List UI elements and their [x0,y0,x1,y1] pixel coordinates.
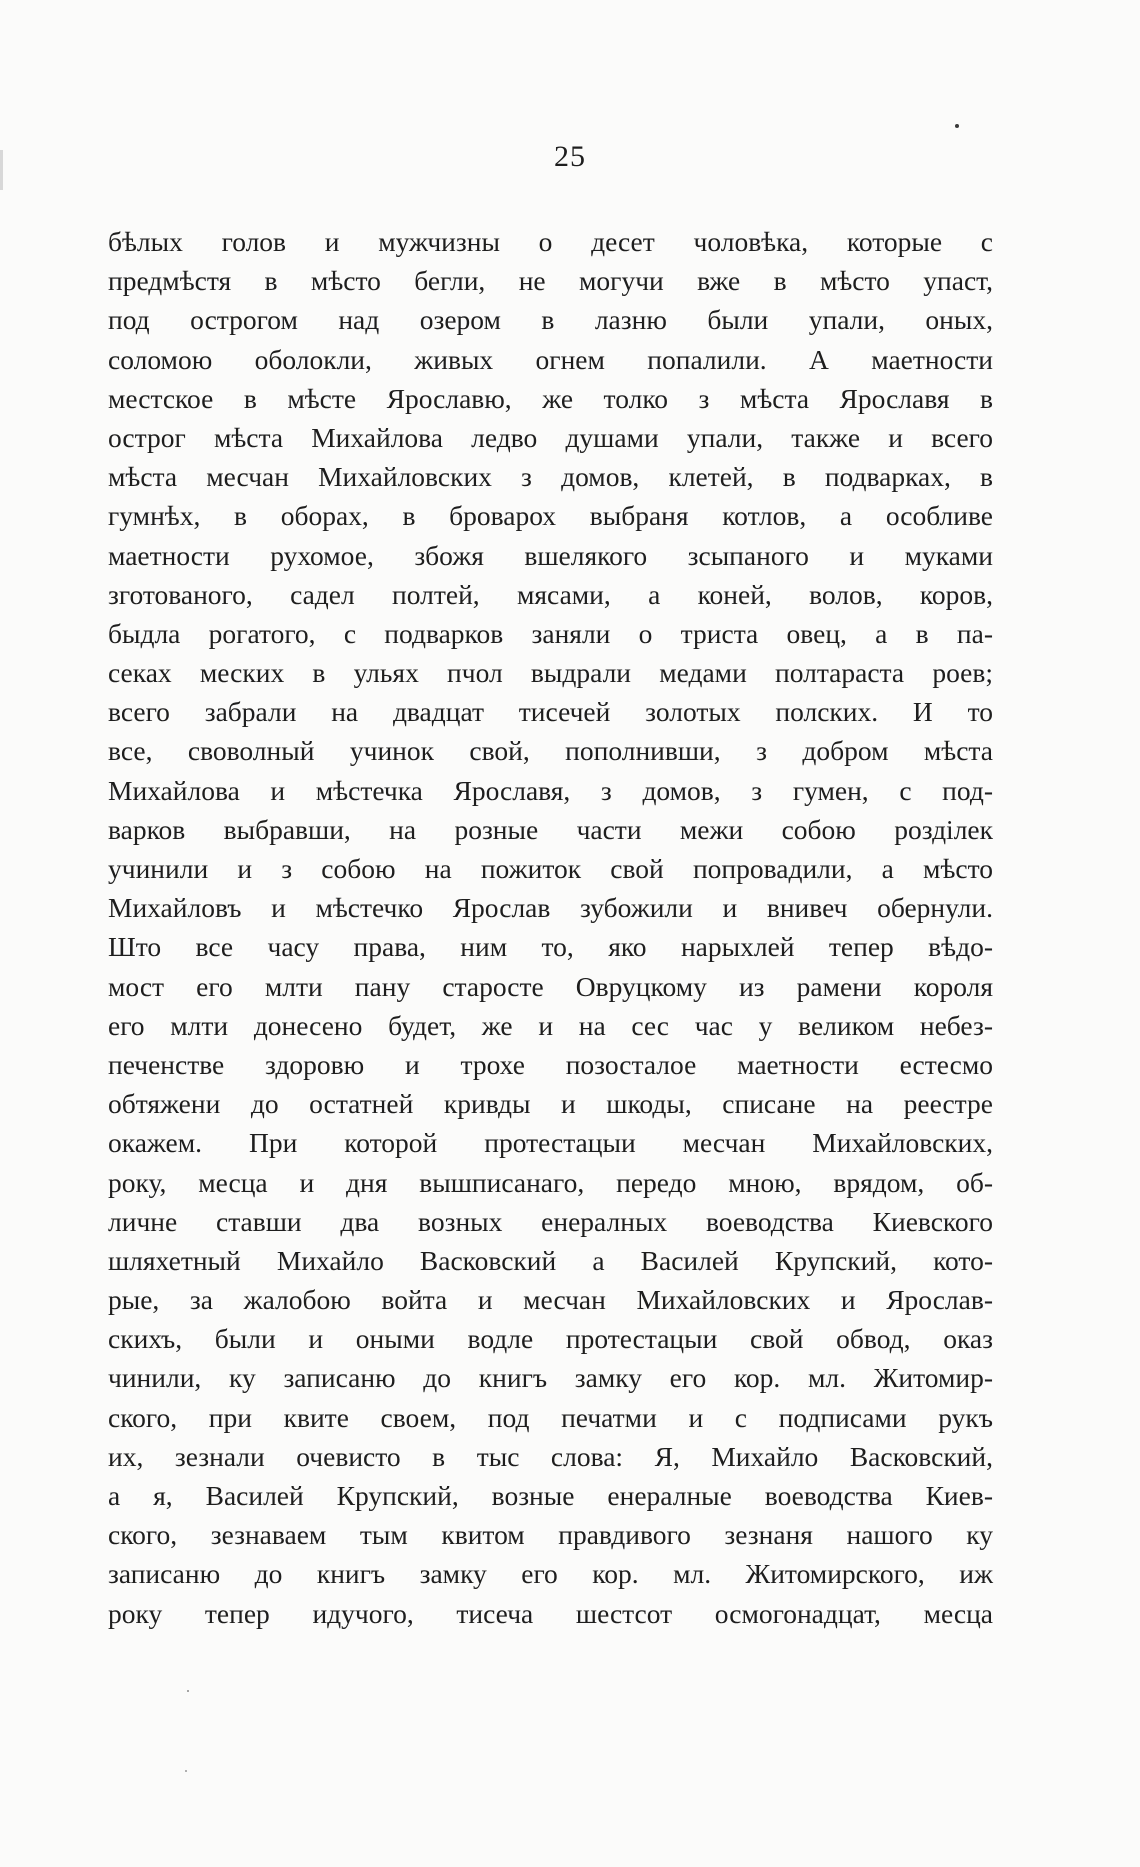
text-line: обтяжени до остатней кривды и шкоды, списане на реестре [108,1088,993,1120]
text-line: Што все часу права, ним то, яко нарыхлей тепер вѣдо- [108,931,993,963]
text-line: соломою оболокли, живых огнем попалили. А маетности [108,343,993,375]
text-line: мѣста месчан Михайловских з домов, клетей, в подварках, в [108,461,993,493]
text-line: секах меских в ульях пчол выдрали медами полтараста роев; [108,657,993,689]
text-line: рые, за жалобою войта и месчан Михайловских и Ярослав- [108,1284,993,1316]
text-line: записаню до книгъ замку его кор. мл. Житомирского, иж [108,1558,993,1590]
text-line: всего забрали на двадцат тисечей золотых полских. И то [108,696,993,728]
scan-speck [187,1690,189,1692]
scan-speck [955,124,959,128]
page-number: 25 [554,140,586,173]
text-line: Михайлова и мѣстечка Ярославя, з домов, з гумен, с под- [108,774,993,806]
text-line: учинили и з собою на пожиток свой попровадили, а мѣсто [108,853,993,884]
text-line: окажем. При которой протестацыи месчан Михайловских, [108,1127,993,1159]
text-line: предмѣстя в мѣсто бегли, не могучи вже в мѣсто упаст, [108,265,993,297]
text-line: под острогом над озером в лазню были упали, оных, [108,304,993,336]
text-line: личне ставши два возных енералных воеводства Киевского [108,1205,993,1237]
text-line: а я, Василей Крупский, возные енералные воеводства Киев- [108,1480,993,1511]
text-line: ского, зезнаваем тым квитом правдивого зезнаня нашого ку [108,1519,993,1551]
text-line: зготованого, садел полтей, мясами, а коней, волов, коров, [108,578,993,610]
text-line: бѣлых голов и мужчизны о десет чоловѣка, которые с [108,226,993,257]
text-line: гумнѣх, в оборах, в броварох выбраня котлов, а особливе [108,500,993,532]
text-line: року тепер идучого, тисеча шестсот осмогонадцат, месца [108,1597,993,1629]
text-line: местское в мѣсте Ярославю, же толко з мѣста Ярославя в [108,382,993,414]
text-line: мост его млти пану старосте Овруцкому из рамени короля [108,970,993,1002]
text-line: скихъ, были и оными водле протестацыи свой обвод, оказ [108,1323,993,1355]
scan-speck [185,1770,187,1772]
text-line: все, своволный учинок свой, пополнивши, з добром мѣста [108,735,993,767]
text-line: печенстве здоровю и трохе позосталое маетности естесмо [108,1048,993,1080]
text-line: варков выбравши, на розные части межи собою розділек [108,813,993,845]
text-line: маетности рухомое, збожя вшелякого зсыпаного и муками [108,539,993,571]
text-line: их, зезнали очевисто в тыс слова: Я, Михайло Васковский, [108,1440,993,1472]
body-text [108,222,993,1633]
text-line: быдла рогатого, с подварков заняли о триста овец, а в па- [108,617,993,649]
text-line: ского, при квите своем, под печатми и с подписами рукъ [108,1401,993,1433]
text-line: Михайловъ и мѣстечко Ярослав зубожили и внивеч обернули. [108,892,993,924]
text-line: острог мѣста Михайлова ледво душами упали, также и всего [108,421,993,453]
text-line: року, месца и дня вышписанаго, передо мною, врядом, об- [108,1166,993,1198]
text-line: чинили, ку записаню до книгъ замку его кор. мл. Житомир- [108,1362,993,1394]
text-line: шляхетный Михайло Васковский а Василей Крупский, кото- [108,1244,993,1276]
text-line: его млти донесено будет, же и на сес час у великом небез- [108,1009,993,1041]
